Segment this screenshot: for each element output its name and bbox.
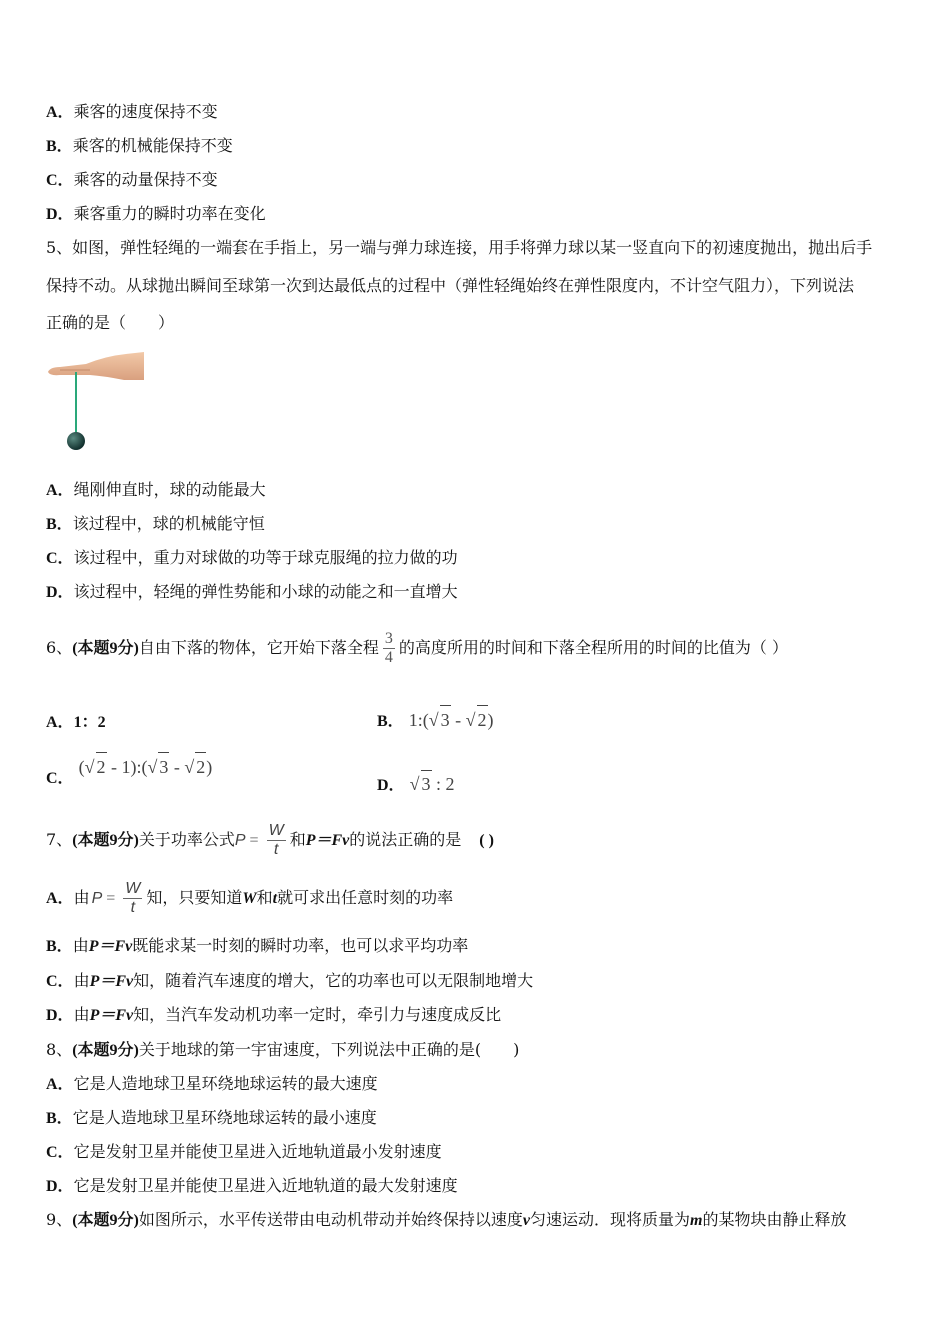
q6-option-d-formula: √ 3 : 2 [410,774,455,794]
q5-option-b: B．该过程中，球的机械能守恒 [46,514,265,533]
q8-option-d: D．它是发射卫星并能使卫星进入近地轨道的最大发射速度 [46,1176,458,1195]
q7-stem: 7、(本题9分)关于功率公式P = $\frac{W}{t}$ 和P＝Fv的说法正确的是 ( ) [46,822,494,858]
q8-option-b: B．它是人造地球卫星环绕地球运转的最小速度 [46,1108,377,1127]
q5-option-d: D．该过程中，轻绳的弹性势能和小球的动能之和一直增大 [46,582,458,601]
q5-option-c: C．该过程中，重力对球做的功等于球克服绳的拉力做的功 [46,548,458,567]
q7-option-a: A．由 P = $\frac{W}{t}$ 知，只要知道W和t就可求出任意时刻的功率 [46,880,454,916]
q8-option-c: C．它是发射卫星并能使卫星进入近地轨道最小发射速度 [46,1142,442,1161]
w-over-t-fraction: $\frac{W}{t}$ [268,822,284,858]
q8-option-a: A．它是人造地球卫星环绕地球运转的最大速度 [46,1074,378,1093]
q7-option-d: D．由P＝Fv知，当汽车发动机功率一定时，牵引力与速度成反比 [46,1005,502,1024]
power-formula-p: P [91,890,103,907]
q6-option-d: D． √ 3 : 2 [377,770,455,799]
power-formula-p: P [234,832,246,849]
q5-stem-line1: 5、如图，弹性轻绳的一端套在手指上，另一端与弹力球连接，用手将弹力球以某一竖直向下的初速度抛出，抛出后手 [46,238,873,257]
q6-option-a: A．1：2 [46,714,106,731]
q6-option-c: C． (√ 2 - 1):(√ 3 - √ 2) [46,762,212,793]
q6-option-c-formula: (√ 2 - 1):(√ 3 - √ 2) [79,757,213,777]
q5-stem-line2: 保持不动。从球抛出瞬间至球第一次到达最低点的过程中（弹性轻绳始终在弹性限度内，不计空气阻力），下列说法 [46,276,855,295]
q5-option-a: A．绳刚伸直时，球的动能最大 [46,480,266,499]
q8-stem: 8、(本题9分)关于地球的第一宇宙速度，下列说法中正确的是( ) [46,1040,520,1059]
q7-option-c: C．由P＝Fv知，随着汽车速度的增大，它的功率也可以无限制地增大 [46,971,534,990]
q4-option-b: B．乘客的机械能保持不变 [46,136,233,155]
q7-option-b: B．由P＝Fv既能求某一时刻的瞬时功率，也可以求平均功率 [46,936,469,955]
q4-option-a: A．乘客的速度保持不变 [46,102,218,121]
q6-stem: 6、(本题9分)自由下落的物体，它开始下落全程 $\frac{3}{4}$ 的高度所用的时间和下落全程所用的时间的比值为（ ） [46,630,788,666]
q5-stem-line3: 正确的是（ ） [46,313,175,332]
q9-stem: 9、(本题9分)如图所示，水平传送带由电动机带动并始终保持以速度v匀速运动．现将质量为m的某物块由静止释放 [46,1210,847,1229]
q4-option-c: C．乘客的动量保持不变 [46,170,218,189]
three-quarters-fraction: $\frac{3}{4}$ [384,630,393,666]
q4-option-d: D．乘客重力的瞬时功率在变化 [46,204,266,223]
hand-ball-figure [46,350,146,455]
q6-option-b: B． 1:(√ 3 - √ 2) [377,705,494,736]
q6-option-b-formula: 1:(√ 3 - √ 2) [409,710,494,730]
w-over-t-fraction: $\frac{W}{t}$ [125,880,141,916]
